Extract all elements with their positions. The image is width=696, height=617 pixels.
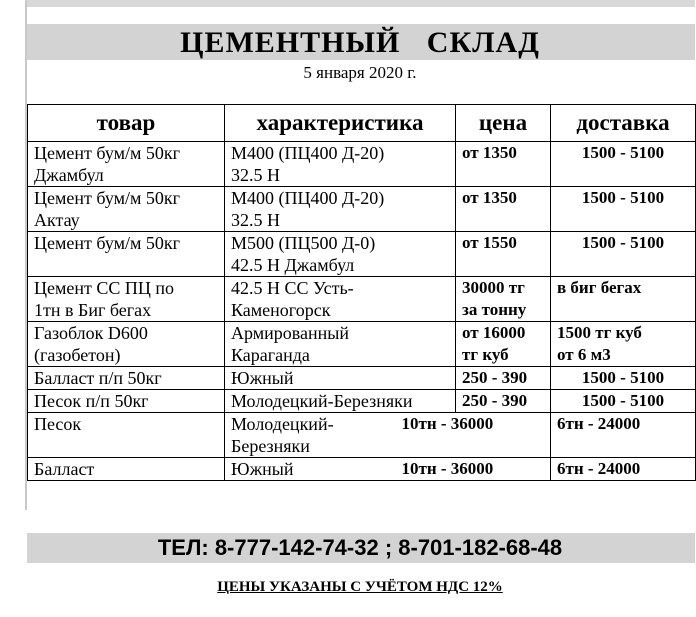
cell-line: Южный [231,368,294,388]
cell-line: 30000 тг [462,278,525,297]
header-price: цена [456,105,551,142]
cell-line: Актау [34,210,80,230]
cell-line: М400 (ПЦ400 Д-20) [231,188,385,208]
table-header-row [28,105,696,142]
product-cell [28,322,225,367]
delivery-cell [551,390,696,413]
price-cell [456,322,551,367]
table-row [28,277,696,322]
cell-line: Березняки [231,436,310,456]
cell-line: Балласт [34,459,95,479]
spec-cell [225,390,456,413]
cell-line: от 1350 [462,143,517,162]
spec-cell [225,232,456,277]
cell-line: Джамбул [34,165,104,185]
cell-line: 42.5 Н Джамбул [231,255,355,275]
table-row [28,187,696,232]
delivery-cell [551,413,696,458]
product-cell [28,142,225,187]
delivery-cell [551,142,696,187]
cell-line: М400 (ПЦ400 Д-20) [231,143,385,163]
header-product: товар [28,105,225,142]
cell-line: Песок [34,414,82,434]
price-cell [401,413,551,458]
cell-line: 250 - 390 [462,391,528,410]
cell-line: 10тн - 36000 [401,459,494,478]
cell-line: Цемент СС ПЦ по [34,278,175,298]
phone-numbers: ТЕЛ: 8-777-142-74-32 ; 8-701-182-68-48 [157,535,563,560]
cell-line: 6тн - 24000 [557,459,641,478]
price-cell [456,277,551,322]
table-row [28,322,696,367]
cell-line: 1500 - 5100 [581,143,665,162]
table-row [28,142,696,187]
product-cell [28,390,225,413]
cell-line: 10тн - 36000 [401,414,494,433]
header-spec: характеристика [225,105,456,142]
product-cell [28,413,225,458]
cell-line: Балласт п/п 50кг [34,368,162,388]
table-row [28,458,696,481]
price-table [27,104,696,481]
table-row [28,413,696,458]
product-cell [28,367,225,390]
cell-line: 250 - 390 [462,368,528,387]
cell-line: Газоблок D600 [34,323,148,343]
cell-line: тг куб [462,345,509,364]
cell-line: 1500 - 5100 [581,233,665,252]
cell-line: Караганда [231,345,310,365]
cell-line: Каменогорск [231,300,331,320]
cell-line: в биг бегах [557,278,642,297]
vat-note: ЦЕНЫ УКАЗАНЫ С УЧЁТОМ НДС 12% [217,579,503,595]
cell-line: от 6 м3 [557,345,611,364]
price-cell [456,142,551,187]
cell-line: 1тн в Биг бегах [34,300,152,320]
cell-line: 6тн - 24000 [557,414,641,433]
document-date: 5 января 2020 г. [303,63,417,82]
cell-line: Песок п/п 50кг [34,391,149,411]
price-cell [456,390,551,413]
delivery-cell [551,367,696,390]
cell-line: Молодецкий- [231,414,334,434]
cell-line: от 1350 [462,188,517,207]
product-cell [28,232,225,277]
product-cell [28,187,225,232]
cell-line: 32.5 Н [231,165,280,185]
table-row [28,232,696,277]
price-cell [401,458,551,481]
product-cell [28,458,225,481]
cell-line: Южный [231,459,294,479]
delivery-cell [551,458,696,481]
cell-line: 1500 - 5100 [581,188,665,207]
price-cell [456,367,551,390]
spec-cell [225,322,456,367]
page-title: ЦЕМЕНТНЫЙ СКЛАД [180,26,540,59]
document-page [25,0,695,617]
header-delivery: доставка [551,105,696,142]
cell-line: 42.5 Н СС Усть- [231,278,354,298]
spec-cell [225,367,456,390]
cell-line: 32.5 Н [231,210,280,230]
spec-cell [225,187,456,232]
price-cell [456,232,551,277]
spec-cell [225,142,456,187]
cell-line: от 16000 [462,323,526,342]
spec-cell [225,277,456,322]
table-row [28,367,696,390]
delivery-cell [551,187,696,232]
cell-line: М500 (ПЦ500 Д-0) [231,233,376,253]
page-top-shade [25,0,695,7]
cell-line: Молодецкий-Березняки [231,391,413,411]
delivery-cell [551,232,696,277]
price-cell [456,187,551,232]
cell-line: от 1550 [462,233,517,252]
cell-line: Цемент бум/м 50кг [34,233,181,253]
delivery-cell [551,277,696,322]
delivery-cell [551,322,696,367]
cell-line: Цемент бум/м 50кг [34,143,181,163]
cell-line: 1500 - 5100 [581,368,665,387]
cell-line: (газобетон) [34,345,121,365]
product-cell [28,277,225,322]
cell-line: Армированный [231,323,349,343]
cell-line: за тонну [462,300,527,319]
table-row [28,390,696,413]
cell-line: 1500 тг куб [557,323,642,342]
cell-line: 1500 - 5100 [581,391,665,410]
cell-line: Цемент бум/м 50кг [34,188,181,208]
